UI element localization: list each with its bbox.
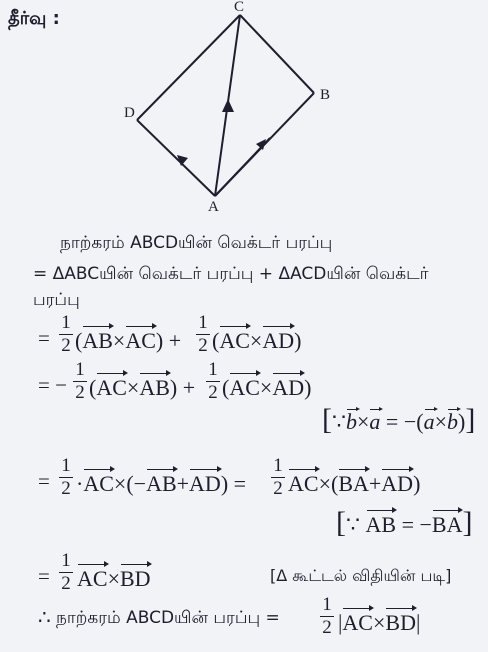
fraction-half: 1 2 <box>206 360 220 402</box>
quadrilateral-diagram <box>0 0 488 230</box>
vertex-d-label: D <box>124 105 135 121</box>
fraction-half: 1 2 <box>196 313 210 355</box>
reason-ab-equals-minus-ba: [∵ AB = −BA] <box>336 506 473 539</box>
vector-ac: AC <box>125 328 156 353</box>
fraction-half: 1 2 <box>320 595 334 637</box>
reason-cross-anticommutative: [∵b×a = −(a×b)] <box>322 403 476 436</box>
vector-ba: BA <box>338 471 369 496</box>
solution-heading: தீர்வு : <box>8 8 60 29</box>
vertex-b-label: B <box>320 87 331 103</box>
fraction-half: 1 2 <box>59 551 73 593</box>
page: தீர்வு : C B D A நாற்கரம் ABCDயின் வெக்டர் பரப்பு = ΔABCயின் வெக்டர் பரப்பு + ΔACDயின் வெக்டர் பரப்பு = 1 2 (AB×AC) + 1 2 (AC×AD) = − 1 2 (AC×AB) + 1 2 (AC×AD) [∵b×a = −(a×b)] = 1 2 ·AC×(−AB+AD) = 1 2 AC×(BA+AD) [∵ AB = −BA] = 1 2 AC×BD [Δ கூட்டல் விதியின் படி] ∴ நாற்கரம் ABCDயின் பரப்பு = 1 2 |AC×BD| <box>0 0 488 652</box>
arrow-head-ac <box>222 99 234 112</box>
side-da <box>137 120 215 196</box>
fraction-half: 1 2 <box>73 360 87 402</box>
triangle-area-sum-line-cont: பரப்பு <box>33 290 80 310</box>
final-result-label: நாற்கரம் ABCDயின் பரப்பு = <box>56 608 280 628</box>
triangle-area-sum-line: = ΔABCயின் வெக்டர் பரப்பு + ΔACDயின் வெக்டர் <box>33 264 429 284</box>
vector-ab: AB <box>82 328 113 353</box>
side-cd <box>137 15 240 120</box>
vertex-a-label: A <box>208 199 219 215</box>
side-bc <box>240 15 314 93</box>
fraction-half: 1 2 <box>59 456 73 498</box>
fraction-half: 1 2 <box>59 313 73 355</box>
fraction-half: 1 2 <box>271 456 285 498</box>
vertex-c-label: C <box>234 0 245 15</box>
quadrilateral-area-heading: நாற்கரம் ABCDயின் வெக்டர் பரப்பு <box>60 233 333 253</box>
vector-bd: BD <box>119 566 151 591</box>
reason-triangle-law: [Δ கூட்டல் விதியின் படி] <box>270 566 452 585</box>
